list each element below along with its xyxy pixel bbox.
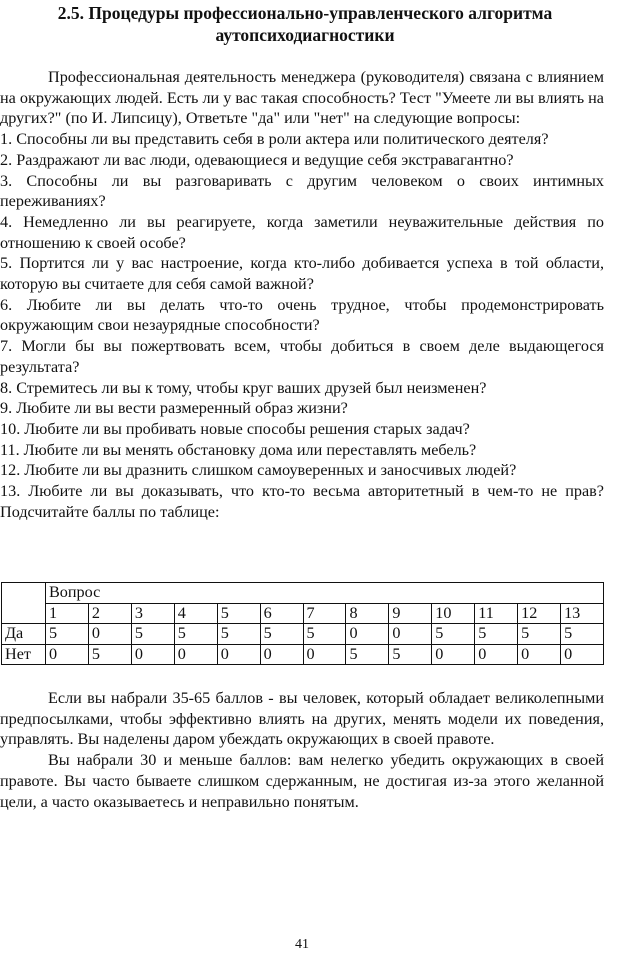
score-cell: 0 bbox=[46, 644, 89, 665]
question-number-cell: 13 bbox=[561, 603, 604, 624]
results-text bbox=[0, 688, 604, 812]
score-cell: 0 bbox=[475, 644, 518, 665]
question-number-cell: 10 bbox=[432, 603, 475, 624]
score-cell: 5 bbox=[346, 644, 389, 665]
score-cell: 5 bbox=[46, 624, 89, 645]
score-cell: 5 bbox=[389, 644, 432, 665]
question-number-cell: 12 bbox=[518, 603, 561, 624]
question-item: 5. Портится ли у вас настроение, когда кто-либо добивается успеха в той области, которую вы считаете для себя самой важной? bbox=[0, 254, 604, 294]
score-cell: 0 bbox=[561, 644, 604, 665]
question-number-cell: 1 bbox=[46, 603, 89, 624]
question-number-cell: 8 bbox=[346, 603, 389, 624]
score-cell: 0 bbox=[131, 644, 174, 665]
question-item: 1. Способны ли вы представить себя в роли актера или политического деятеля? bbox=[0, 130, 549, 149]
score-table-header-row bbox=[2, 583, 604, 604]
score-cell: 0 bbox=[389, 624, 432, 645]
score-cell: 5 bbox=[260, 624, 303, 645]
question-number-cell: 3 bbox=[131, 603, 174, 624]
score-cell: 0 bbox=[174, 644, 217, 665]
question-number-cell: 11 bbox=[475, 603, 518, 624]
score-cell: 5 bbox=[174, 624, 217, 645]
question-item: 3. Способны ли вы разговаривать с другим человеком о своих интимных переживаниях? bbox=[0, 171, 604, 211]
score-cell: 0 bbox=[432, 644, 475, 665]
score-cell: 5 bbox=[432, 624, 475, 645]
row-label-cell: Нет bbox=[2, 644, 46, 665]
score-cell: 5 bbox=[518, 624, 561, 645]
score-cell: 5 bbox=[561, 624, 604, 645]
body-text bbox=[0, 67, 604, 522]
score-cell: 0 bbox=[260, 644, 303, 665]
score-cell: 0 bbox=[88, 624, 131, 645]
question-item: 4. Немедленно ли вы реагируете, когда заметили неуважительные действия по отношению к своей особе? bbox=[0, 212, 604, 252]
score-cell: 5 bbox=[475, 624, 518, 645]
question-number-cell: 2 bbox=[88, 603, 131, 624]
score-cell: 0 bbox=[303, 644, 346, 665]
score-table-header: Вопрос bbox=[46, 583, 604, 604]
score-cell: 5 bbox=[88, 644, 131, 665]
question-item: 13. Любите ли вы доказывать, что кто-то весьма авторитетный в чем-то не прав? Подсчитайте баллы по таблице: bbox=[0, 482, 604, 521]
section-heading-line-2: аутопсиходиагностики bbox=[215, 25, 395, 45]
score-cell: 0 bbox=[346, 624, 389, 645]
question-number-cell: 5 bbox=[217, 603, 260, 624]
score-cell: 0 bbox=[217, 644, 260, 665]
question-number-cell: 4 bbox=[174, 603, 217, 624]
score-cell: 5 bbox=[217, 624, 260, 645]
question-number-cell: 7 bbox=[303, 603, 346, 624]
section-heading-line-1: 2.5. Процедуры профессионально-управленческого алгоритма bbox=[57, 3, 553, 23]
question-item: 6. Любите ли вы делать что-то очень трудное, чтобы продемонстрировать окружающим свои незаурядные способности? bbox=[0, 295, 604, 335]
question-number-cell: 6 bbox=[260, 603, 303, 624]
question-item: 12. Любите ли вы дразнить слишком самоуверенных и заносчивых людей? bbox=[0, 461, 517, 480]
score-cell: 5 bbox=[303, 624, 346, 645]
score-table-corner-cell bbox=[2, 583, 46, 624]
score-table-numbers-row bbox=[2, 603, 604, 624]
question-item: 9. Любите ли вы вести размеренный образ жизни? bbox=[0, 399, 348, 418]
question-list bbox=[0, 129, 604, 522]
question-item: 2. Раздражают ли вас люди, одевающиеся и ведущие себя экстравагантно? bbox=[0, 150, 514, 169]
score-table-row-yes bbox=[2, 624, 604, 645]
intro-paragraph: Профессиональная деятельность менеджера (руководителя) связана с влиянием на окружающих людей. Есть ли у вас такая способность? Тест "Умеете ли вы влиять на других?" (по И. Липсицу), Ответьте "да" или "нет" на следующие вопросы: bbox=[0, 68, 604, 128]
score-cell: 0 bbox=[518, 644, 561, 665]
score-table-row-no bbox=[2, 644, 604, 665]
question-item: 11. Любите ли вы менять обстановку дома или переставлять мебель? bbox=[0, 440, 477, 459]
question-number-cell: 9 bbox=[389, 603, 432, 624]
question-item: 10. Любите ли вы пробивать новые способы решения старых задач? bbox=[0, 419, 470, 438]
score-table bbox=[1, 582, 604, 665]
question-item: 7. Могли бы вы пожертвовать всем, чтобы добиться в своем деле выдающегося результата? bbox=[0, 337, 604, 376]
question-item: 8. Стремитесь ли вы к тому, чтобы круг ваших друзей был неизменен? bbox=[0, 378, 487, 397]
page-number: 41 bbox=[295, 937, 309, 952]
result-paragraph-high: Если вы набрали 35-65 баллов - вы человек, который обладает великолепными предпосылками, чтобы эффективно влиять на других, менять модели их поведения, управлять. Вы наделены даром убеждать окружающих в своей правоте. bbox=[0, 689, 604, 749]
result-paragraph-low: Вы набрали 30 и меньше баллов: вам нелегко убедить окружающих в своей правоте. Вы часто бываете слишком сдержанным, не достигая из-за этого желанной цели, а часто оказываетесь и неправильно понятым. bbox=[0, 751, 604, 811]
row-label-cell: Да bbox=[2, 624, 46, 645]
score-cell: 5 bbox=[131, 624, 174, 645]
section-heading bbox=[0, 0, 604, 46]
